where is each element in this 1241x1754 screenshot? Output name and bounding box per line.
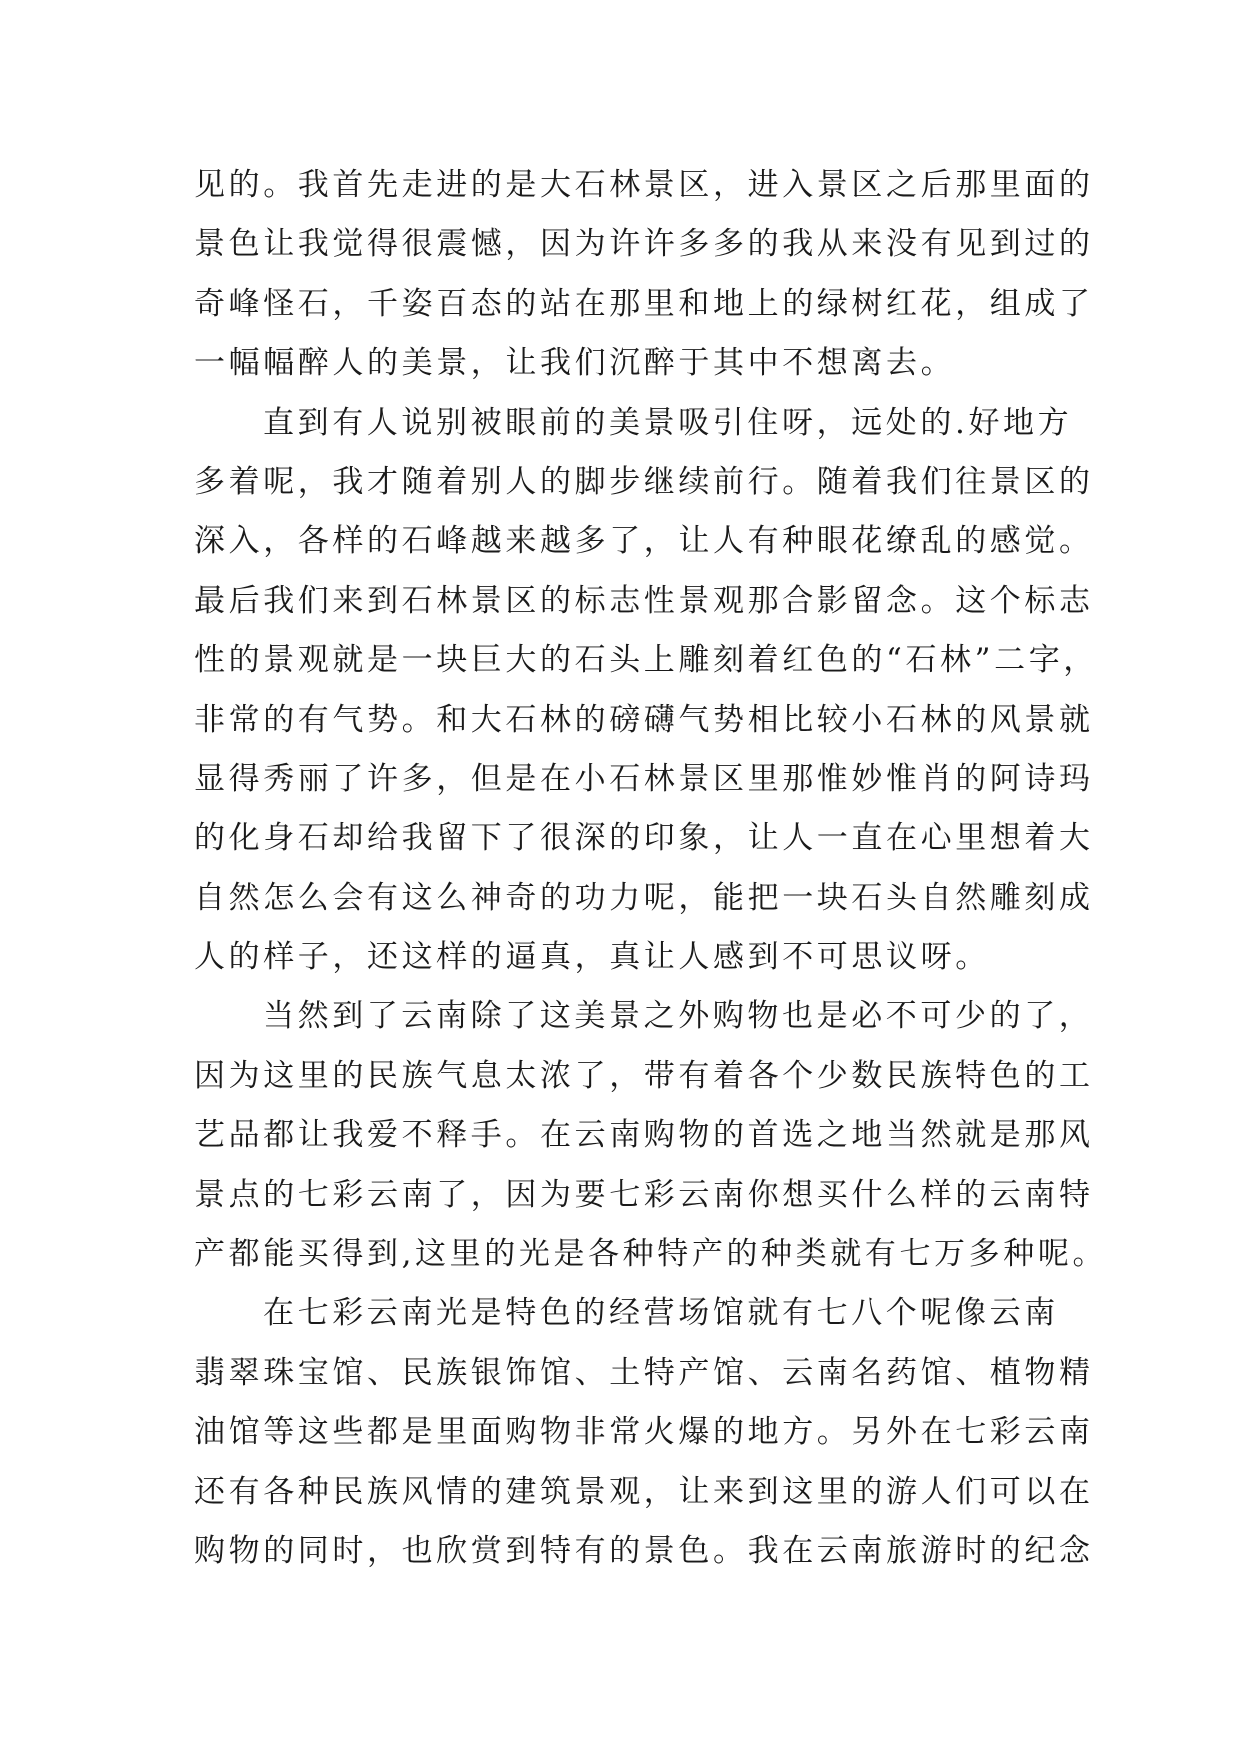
text-line: 景色让我觉得很震憾，因为许许多多的我从来没有见到过的 xyxy=(194,226,1094,263)
text-line: 自然怎么会有这么神奇的功力呢，能把一块石头自然雕刻成 xyxy=(194,879,1094,916)
text-line: 油馆等这些都是里面购物非常火爆的地方。另外在七彩云南 xyxy=(194,1414,1094,1451)
paragraph-start-line: 直到有人说别被眼前的美景吸引住呀，远处的.好地方 xyxy=(263,404,1073,441)
text-line: 翡翠珠宝馆、民族银饰馆、土特产馆、云南名药馆、植物精 xyxy=(194,1354,1094,1391)
text-line: 非常的有气势。和大石林的磅礴气势相比较小石林的风景就 xyxy=(194,701,1094,738)
paragraph-start-line: 在七彩云南光是特色的经营场馆就有七八个呢像云南 xyxy=(263,1295,1059,1332)
text-line: 奇峰怪石，千姿百态的站在那里和地上的绿树红花，组成了 xyxy=(194,285,1094,322)
text-line: 最后我们来到石林景区的标志性景观那合影留念。这个标志 xyxy=(194,582,1094,619)
body-text xyxy=(194,156,1108,1581)
text-line: 性的景观就是一块巨大的石头上雕刻着红色的“石林”二字， xyxy=(194,642,1098,679)
text-line: 艺品都让我爱不释手。在云南购物的首选之地当然就是那风 xyxy=(194,1117,1094,1154)
paragraph-start-line: 当然到了云南除了这美景之外购物也是必不可少的了， xyxy=(263,998,1094,1035)
text-line: 显得秀丽了许多，但是在小石林景区里那惟妙惟肖的阿诗玛 xyxy=(194,760,1094,797)
text-line: 产都能买得到,这里的光是各种特产的种类就有七万多种呢。 xyxy=(194,1236,1108,1273)
text-line: 还有各种民族风情的建筑景观，让来到这里的游人们可以在 xyxy=(194,1473,1094,1510)
text-line: 的化身石却给我留下了很深的印象，让人一直在心里想着大 xyxy=(194,820,1094,857)
text-line: 景点的七彩云南了，因为要七彩云南你想买什么样的云南特 xyxy=(194,1176,1094,1213)
text-line: 深入，各样的石峰越来越多了，让人有种眼花缭乱的感觉。 xyxy=(194,523,1094,560)
text-line: 因为这里的民族气息太浓了，带有着各个少数民族特色的工 xyxy=(194,1057,1094,1094)
text-line: 一幅幅醉人的美景，让我们沉醉于其中不想离去。 xyxy=(194,345,956,382)
text-line: 多着呢，我才随着别人的脚步继续前行。随着我们往景区的 xyxy=(194,463,1094,500)
text-line: 购物的同时，也欣赏到特有的景色。我在云南旅游时的纪念 xyxy=(194,1532,1094,1569)
text-line: 见的。我首先走进的是大石林景区，进入景区之后那里面的 xyxy=(194,167,1094,203)
text-line: 人的样子，还这样的逼真，真让人感到不可思议呀。 xyxy=(194,939,990,976)
